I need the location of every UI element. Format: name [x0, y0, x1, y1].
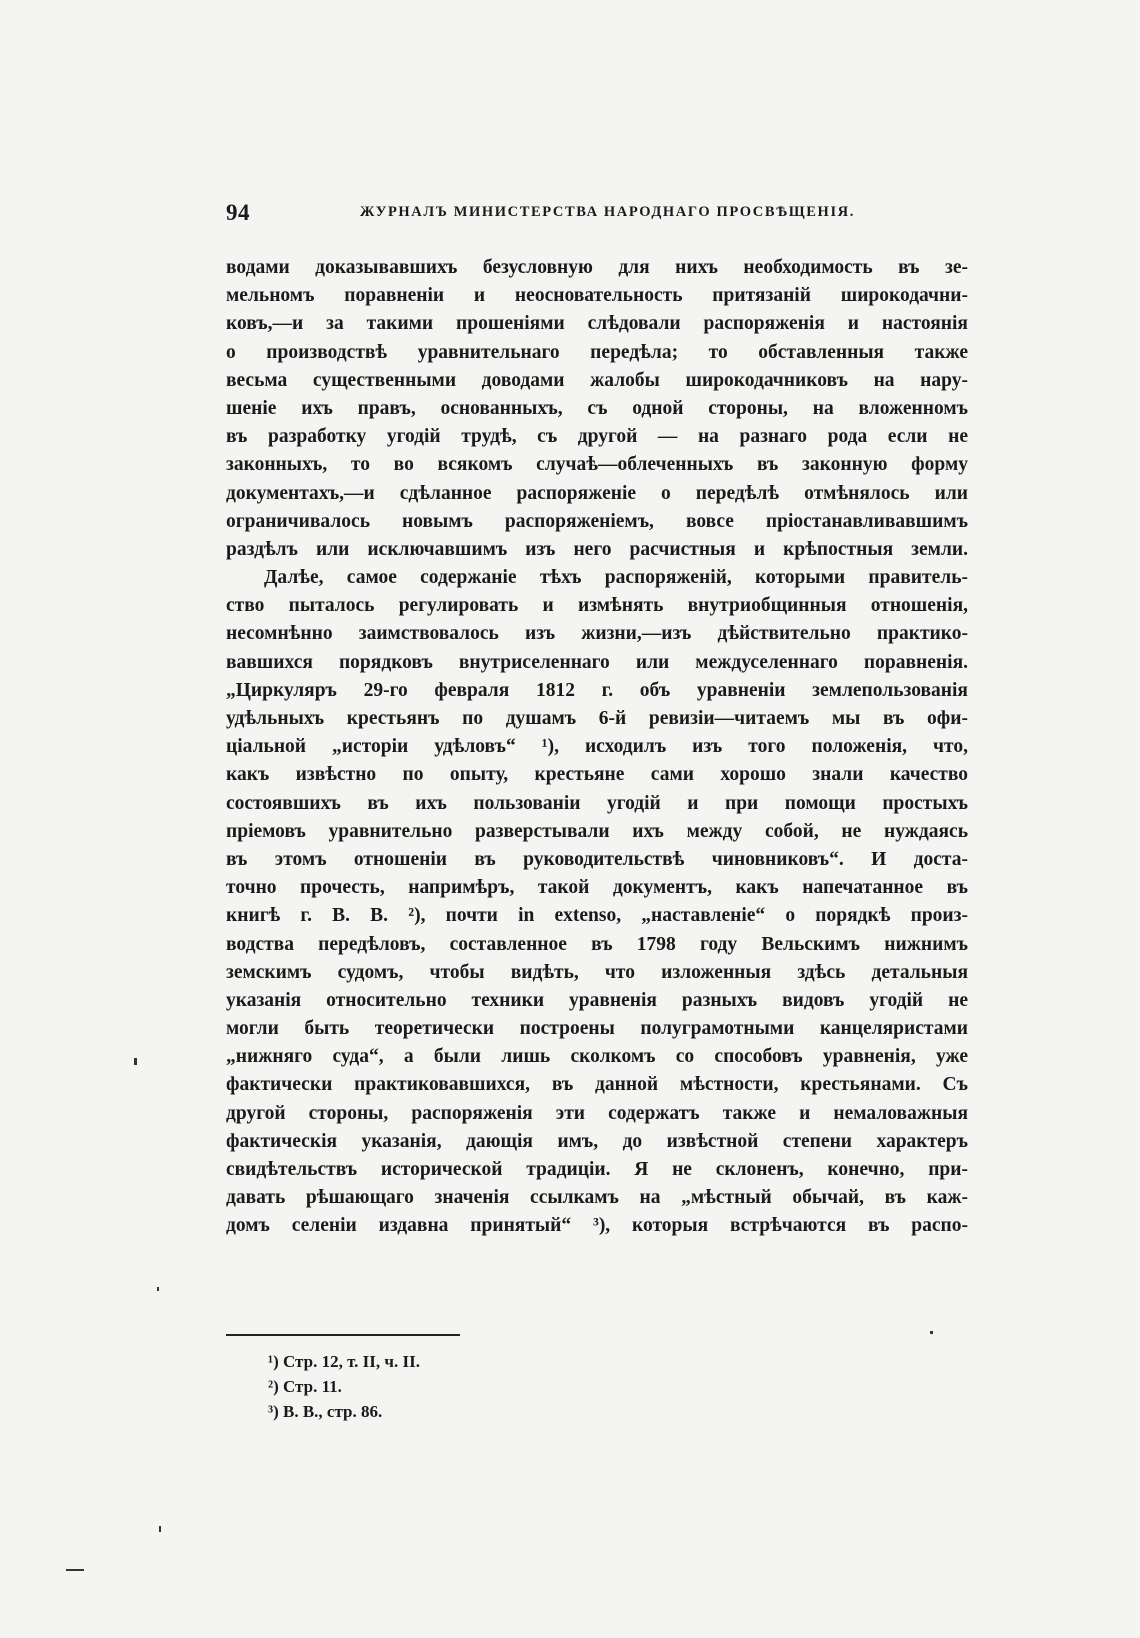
scan-line-mark: [66, 1569, 84, 1571]
text-line: документахъ,—и сдѣланное распоряженіе о передѣлѣ отмѣнялось или: [226, 482, 968, 504]
scan-speck: [157, 1287, 159, 1291]
footnote-2: ²) Стр. 11.: [268, 1377, 342, 1396]
page-header: [226, 200, 968, 234]
text-line: въ этомъ отношеніи въ руководительствѣ чиновниковъ“. И доста-: [226, 848, 968, 870]
footnote-1: ¹) Стр. 12, т. II, ч. II.: [268, 1352, 420, 1371]
scan-speck: [930, 1331, 933, 1334]
text-line: весьма существенными доводами жалобы широкодачниковъ на нару-: [226, 369, 968, 391]
paragraph-first-line: Далѣе, самое содержаніе тѣхъ распоряженій, которыми правитель-: [264, 567, 968, 589]
footnotes: [268, 1349, 668, 1424]
text-line: „Циркуляръ 29-го февраля 1812 г. объ уравненіи землепользованія: [226, 679, 968, 701]
text-line: ство пыталось регулировать и измѣнять внутриобщинныя отношенія,: [226, 595, 968, 617]
text-line: несомнѣнно заимствовалось изъ жизни,—изъ дѣйствительно практико-: [226, 623, 968, 645]
text-line: давать рѣшающаго значенія ссылкамъ на „мѣстный обычай, въ каж-: [226, 1187, 968, 1209]
text-line: водами доказывавшихъ безусловную для нихъ необходимость въ зе-: [226, 257, 968, 278]
scan-speck: [134, 1058, 137, 1065]
text-line: вавшихся порядковъ внутриселеннаго или междуселеннаго поравненія.: [226, 651, 968, 673]
text-line: въ разработку угодій трудѣ, съ другой — на разнаго рода если не: [226, 426, 968, 448]
text-line: домъ селеніи издавна принятый“ ³), которыя встрѣчаются въ распо-: [226, 1215, 968, 1237]
text-line: шеніе ихъ правъ, основанныхъ, съ одной стороны, на вложенномъ: [226, 397, 968, 419]
text-line: водства передѣловъ, составленное въ 1798 году Вельскимъ нижнимъ: [226, 933, 968, 955]
text-line: „нижняго суда“, а были лишь сколкомъ со способовъ уравненія, уже: [226, 1046, 968, 1068]
text-line: ковъ,—и за такими прошеніями слѣдовали распоряженія и настоянія: [226, 313, 968, 335]
text-line: о производствѣ уравнительнаго передѣла; то обставленныя также: [226, 341, 968, 363]
text-line: раздѣлъ или исключавшимъ изъ него расчистныя и крѣпостныя земли.: [226, 538, 968, 560]
text-line: свидѣтельствъ исторической традиціи. Я не склоненъ, конечно, при-: [226, 1159, 968, 1180]
text-line: пріемовъ уравнительно разверстывали ихъ между собой, не нуждаясь: [226, 820, 968, 842]
text-line: другой стороны, распоряженія эти содержатъ также и немаловажныя: [226, 1102, 968, 1124]
text-line: состоявшихъ въ ихъ пользованіи угодій и при помощи простыхъ: [226, 792, 968, 814]
page-number: 94: [226, 200, 250, 225]
text-line: фактическія указанія, дающія имъ, до извѣстной степени характеръ: [226, 1130, 968, 1152]
running-title: ЖУРНАЛЪ МИНИСТЕРСТВА НАРОДНАГО ПРОСВѢЩЕНІЯ.: [360, 204, 855, 220]
text-line: могли быть теоретически построены полуграмотными канцеляристами: [226, 1018, 968, 1040]
text-line: мельномъ поравненіи и неосновательность притязаній широкодачни-: [226, 285, 968, 307]
text-line: указанія относительно техники уравненія разныхъ видовъ угодій не: [226, 989, 968, 1011]
text-line: удѣльныхъ крестьянъ по душамъ 6-й ревизіи—читаемъ мы въ офи-: [226, 708, 968, 729]
text-line: законныхъ, то во всякомъ случаѣ—облеченныхъ въ законную форму: [226, 454, 968, 476]
footnote-3: ³) В. В., стр. 86.: [268, 1402, 383, 1421]
text-line: какъ извѣстно по опыту, крестьяне сами хорошо знали качество: [226, 764, 968, 786]
footnote-separator: [226, 1334, 460, 1336]
scan-speck: [159, 1526, 161, 1532]
text-line: точно прочесть, напримѣръ, такой документъ, какъ напечатанное въ: [226, 877, 968, 899]
text-line: ціальной „исторіи удѣловъ“ ¹), исходилъ изъ того положенія, что,: [226, 736, 968, 758]
text-line: ограничивалось новымъ распоряженіемъ, вовсе пріостанавливавшимъ: [226, 510, 968, 532]
body-text: [226, 254, 968, 1241]
text-line: книгѣ г. В. В. ²), почти in extenso, „наставленіе“ о порядкѣ произ-: [226, 905, 968, 927]
text-line: земскимъ судомъ, чтобы видѣть, что изложенныя здѣсь детальныя: [226, 961, 968, 983]
text-line: фактически практиковавшихся, въ данной мѣстности, крестьянами. Съ: [226, 1074, 968, 1096]
